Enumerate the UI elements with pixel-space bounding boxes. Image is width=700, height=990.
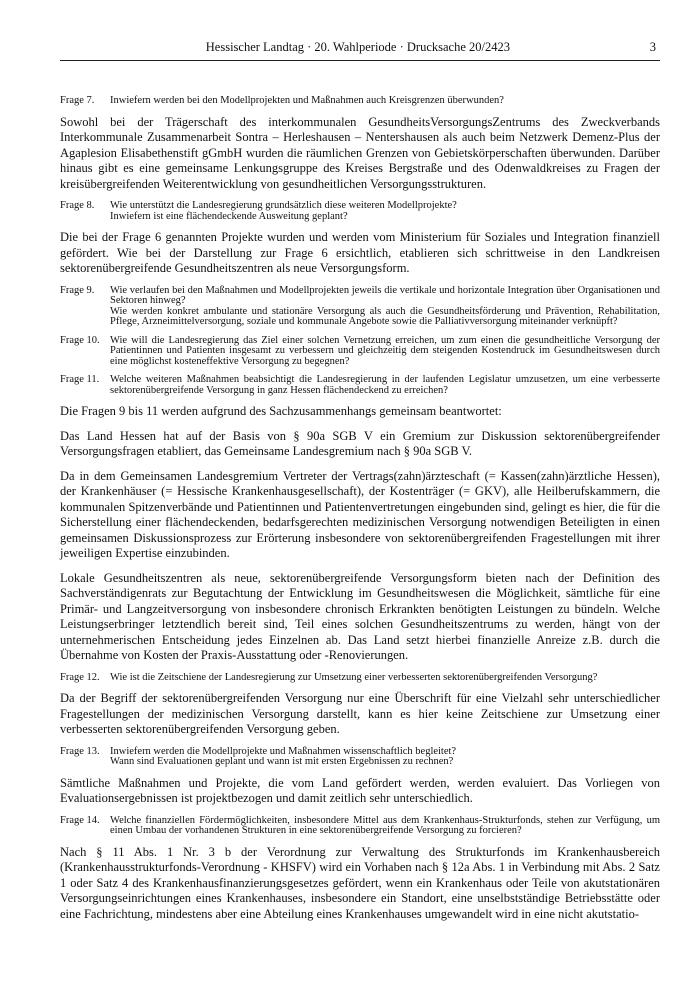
answer-paragraph: Die Fragen 9 bis 11 werden aufgrund des Sachzusammenhangs gemeinsam beantwortet: <box>60 404 502 418</box>
question-number: Frage 8. <box>60 200 95 211</box>
question-block <box>60 336 660 368</box>
question-text <box>110 336 660 368</box>
header-title: Hessischer Landtag · 20. Wahlperiode · Drucksache 20/2423 <box>205 40 510 54</box>
question-text <box>110 96 660 107</box>
question-number: Frage 9. <box>60 284 95 296</box>
question-line: Wie will die Landesregierung das Ziel einer solchen Vernetzung erreichen, um zum einen die gesundheitliche Versorgung der Patientinnen und Patienten insgesamt zu verbessern und gleichzeitig dem steigenden Kostendruck im Gesundheitswesen durch eine möglichst kosteneffektive Versorgung zu begegnen? <box>110 334 660 367</box>
question-text <box>110 816 660 837</box>
question-line: Wie werden konkret ambulante und stationäre Versorgung als auch die Gesundheitsförderung und Prävention, Rehabilitation, Pflege, Arzneimittelversorgung, soziale und kommunale Angebote sowie die Palliativversorgung miteinander verknüpft? <box>110 305 660 327</box>
question-number: Frage 14. <box>60 814 100 826</box>
document-body <box>60 96 660 931</box>
page-number: 3 <box>649 40 656 54</box>
answer-paragraph: Da in dem Gemeinsamen Landesgremium Vertreter der Vertrags(zahn)ärzteschaft (= Kassen(zahn)ärztliche Hessen), der Krankenhäuser (= Hessische Krankenhausgesellschaft), der Kostenträger (= GKV), alle Heilberufskammern, die kommunalen Spitzenverbände und Patientinnen und Patientenvertretungen eingebunden sind, gelingt es hier, die für die Sicherstellung einer flächendeckenden, bedarfsgerechten medizinischen Versorgung notwendigen Beteiligten in einen gemeinsamen Diskussionsprozess zur Erörterung insbesondere von sektorenübergreifenden Fragestellungen mit ihrer jeweiligen Expertise einzubinden. <box>60 468 660 560</box>
question-number: Frage 12. <box>60 671 100 683</box>
question-block <box>60 375 660 396</box>
answer-paragraph: Sämtliche Maßnahmen und Projekte, die vom Land gefördert werden, werden evaluiert. Das Vorliegen von Evaluationsergebnissen ist projektbezogen und damit zeitlich sehr unterschiedlich. <box>60 775 660 805</box>
question-line: Inwiefern werden die Modellprojekte und Maßnahmen wissenschaftlich begleitet? <box>110 745 457 757</box>
question-number: Frage 10. <box>60 334 100 346</box>
question-number: Frage 11. <box>60 374 100 385</box>
question-line: Welche weiteren Maßnahmen beabsichtigt die Landesregierung in der laufenden Legislatur umzusetzen, um eine verbesserte sektorenübergreifende Versorgung in ganz Hessen flächendeckend zu erreichen? <box>110 374 660 396</box>
question-line: Welche finanziellen Fördermöglichkeiten, insbesondere Mittel aus dem Krankenhaus-Strukturfonds, stehen zur Verfügung, um einen Umbau der vorhandenen Strukturen in eine sektorenübergreifende Versorgung zu forcieren? <box>110 814 660 836</box>
question-text <box>110 673 660 684</box>
answer-paragraph: Das Land Hessen hat auf der Basis von § 90a SGB V ein Gremium zur Diskussion sektorenübergreifender Versorgungsfragen etabliert, das Gemeinsame Landesgremium nach § 90a SGB V. <box>60 428 660 458</box>
question-text <box>110 286 660 328</box>
question-line: Wann sind Evaluationen geplant und wann ist mit ersten Ergebnissen zu rechnen? <box>110 756 454 767</box>
page-header <box>60 40 660 60</box>
question-block <box>60 201 660 222</box>
answer-paragraph: Lokale Gesundheitszentren als neue, sektorenübergreifende Versorgungsform bieten nach der Definition des Sachverständigenrats zur Begutachtung der Entwicklung im Gesundheitswesen die Möglichkeit, sämtliche für eine Primär- und Langzeitversorgung von insbesondere chronisch Erkrankten benötigten Leistungen zu bündeln. Welche Leistungserbringer letztendlich bereit sind, Teil eines solchen Gesundheitszentrums zu werden, hängt von der unternehmerischen Entscheidung jedes Einzelnen ab. Das Land setzt hierbei finanzielle Anreize z.B. durch die Übernahme von Kosten der Praxis-Ausstattung oder -Renovierungen. <box>60 570 660 662</box>
question-block <box>60 747 660 768</box>
question-line: Inwiefern werden bei den Modellprojekten und Maßnahmen auch Kreisgrenzen überwunden? <box>110 95 504 106</box>
question-text <box>110 201 660 222</box>
question-line: Inwiefern ist eine flächendeckende Ausweitung geplant? <box>110 210 348 222</box>
question-line: Wie ist die Zeitschiene der Landesregierung zur Umsetzung einer verbesserten sektorenübergreifenden Versorgung? <box>110 671 598 683</box>
question-line: Wie verlaufen bei den Maßnahmen und Modellprojekten jeweils die vertikale und horizontale Integration über Organisationen und Sektoren hinweg? <box>110 284 660 306</box>
answer-paragraph: Die bei der Frage 6 genannten Projekte wurden und werden vom Ministerium für Soziales und Integration finanziell gefördert. Wie bei der Darstellung zur Frage 6 ersichtlich, etablieren sich schrittweise in den Landkreisen sektorenübergreifende Gesundheitszentren als neue Versorgungsform. <box>60 230 660 275</box>
question-text <box>110 747 660 768</box>
answer-paragraph: Sowohl bei der Trägerschaft des interkommunalen GesundheitsVersorgungsZentrums des Zweckverbands Interkommunale Zusammenarbeit Sontra – Herleshausen – Nentershausen als auch beim Netzwerk Demenz-Plus der Agaplesion Elisabethenstift gGmbH wurden die räumlichen Grenzen von Gebietskörperschaften überwunden. Darüber hinaus gibt es eine gemeinsame Lenkungsgruppe des Kreises Bergstraße und des Odenwaldkreises zu Fragen der kreisübergreifenden Weiterentwicklung von gesundheitlichen Versorgungsstrukturen. <box>60 114 660 191</box>
question-number: Frage 7. <box>60 95 95 106</box>
question-block <box>60 816 660 837</box>
question-text <box>110 375 660 396</box>
question-block <box>60 286 660 328</box>
answer-paragraph: Nach § 11 Abs. 1 Nr. 3 b der Verordnung zur Verwaltung des Strukturfonds im Krankenhausbereich (Krankenhausstrukturfonds-Verordnung - KHSFV) wird ein Vorhaben nach § 12a Abs. 1 in Verbindung mit Abs. 2 Satz 1 oder Satz 4 des Krankenhausfinanzierungsgesetzes gefördert, wenn ein Krankenhaus oder Teile von akutstationären Versorgungseinrichtungen eines Krankenhauses, insbesondere ein Standort, eine unselbstständige Betriebsstätte oder eine Fachrichtung, mindestens aber eine Abteilung eines Krankenhauses umgewandelt wird in eine nicht akutstatio- <box>60 844 660 921</box>
question-block <box>60 673 660 684</box>
question-block <box>60 96 660 107</box>
question-number: Frage 13. <box>60 745 100 757</box>
question-line: Wie unterstützt die Landesregierung grundsätzlich diese weiteren Modellprojekte? <box>110 200 457 211</box>
answer-paragraph: Da der Begriff der sektorenübergreifenden Versorgung nur eine Überschrift für eine Vielzahl sehr unterschiedlicher Fragestellungen der medizinischen Versorgung darstellt, kann es hier keine Zeitschiene zur Umsetzung einer verbesserten sektorenübergreifenden Versorgung geben. <box>60 691 660 736</box>
header-rule <box>60 60 660 61</box>
